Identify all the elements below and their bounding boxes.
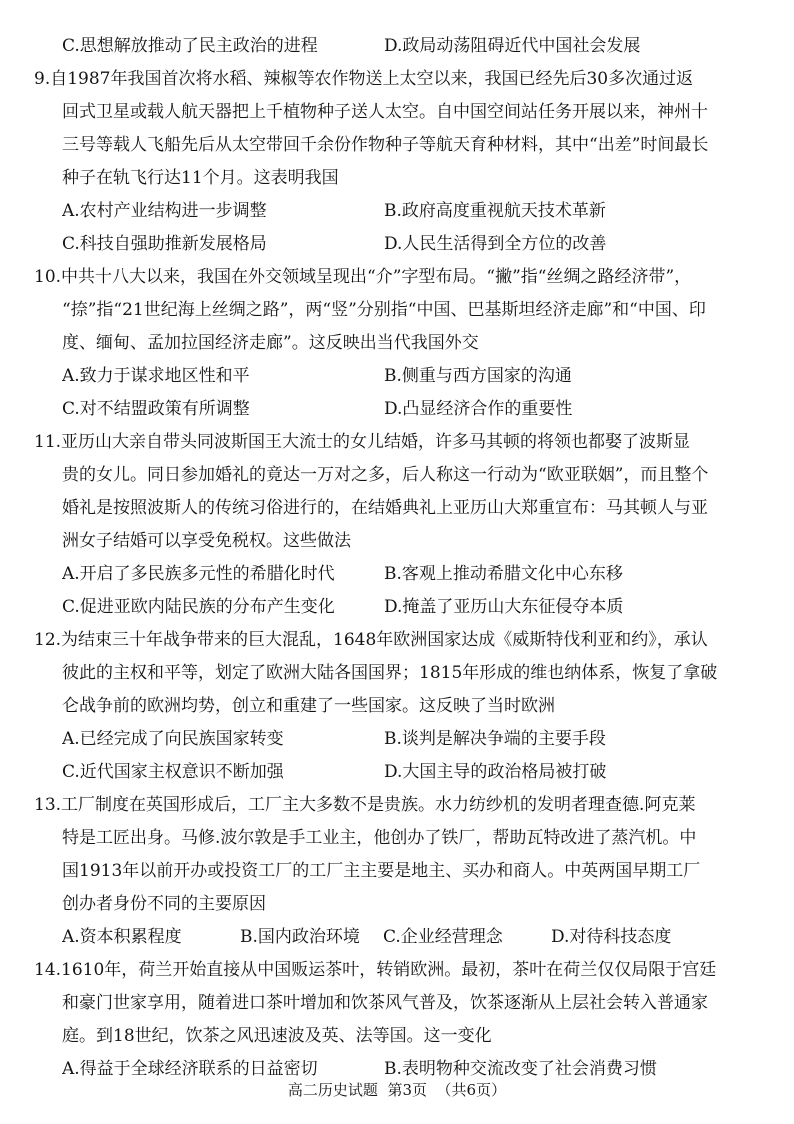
q14-option-b: B.表明物种交流改变了社会消费习惯	[384, 1059, 657, 1079]
q12-option-c: C.近代国家主权意识不断加强	[62, 762, 284, 782]
q11-option-a: A.开启了多民族多元性的希腊化时代	[62, 564, 335, 584]
q12-option-a: A.已经完成了向民族国家转变	[62, 729, 284, 749]
q10-stem-line: 10.中共十八大以来，我国在外交领域呈现出“介”字型布局。“撇”指“丝绸之路经济带”，	[34, 267, 692, 287]
q11-stem-line: 贵的女儿。同日参加婚礼的竟达一万对之多，后人称这一行动为“欧亚联姻”，而且整个	[62, 465, 709, 485]
q9-options-row	[62, 195, 744, 228]
q9-option-d: D.人民生活得到全方位的改善	[384, 234, 607, 254]
q9-stem-line: 回式卫星或载人航天器把上千植物种子送人太空。自中国空间站任务开展以来，神州十	[62, 102, 708, 122]
q10-options-row	[62, 393, 744, 426]
q9-stem-line: 种子在轨飞行达11个月。这表明我国	[62, 168, 339, 188]
q11-stem-line: 洲女子结婚可以享受免税权。这些做法	[62, 531, 351, 551]
q9-option-b: B.政府高度重视航天技术革新	[384, 201, 606, 221]
q9-stem-line: 三号等载人飞船先后从太空带回千余份作物种子等航天育种材料，其中“出差”时间最长	[62, 135, 709, 155]
q11-stem-line: 婚礼是按照波斯人的传统习俗进行的，在结婚典礼上亚历山大郑重宣布：马其顿人与亚	[62, 498, 708, 518]
q10-stem-line: 度、缅甸、孟加拉国经济走廊”。这反映出当代我国外交	[62, 333, 479, 353]
q8-option-c: C.思想解放推动了民主政治的进程	[62, 36, 318, 56]
question-10	[34, 261, 744, 426]
q14-stem-line: 14.1610年，荷兰开始直接从中国贩运茶叶，转销欧洲。最初，茶叶在荷兰仅仅局限于宫廷	[34, 960, 717, 980]
q13-stem-line: 创办者身份不同的主要原因	[62, 894, 266, 914]
question-12	[34, 624, 744, 789]
q13-option-d: D.对待科技态度	[551, 927, 672, 947]
q13-stem-line: 特是工匠出身。马修.波尔敦是手工业主，他创办了铁厂，帮助瓦特改进了蒸汽机。中	[62, 828, 697, 848]
q12-options-row	[62, 756, 744, 789]
q13-stem-line: 13.工厂制度在英国形成后，工厂主大多数不是贵族。水力纺纱机的发明者理查德.阿克莱	[34, 795, 696, 815]
q11-option-d: D.掩盖了亚历山大东征侵夺本质	[384, 597, 624, 617]
q9-stem-line: 9.自1987年我国首次将水稻、辣椒等农作物送上太空以来，我国已经先后30多次通过返	[34, 69, 694, 89]
q11-stem-line: 11.亚历山大亲自带头同波斯国王大流士的女儿结婚，许多马其顿的将领也都娶了波斯显	[34, 432, 691, 452]
question-14	[34, 954, 744, 1086]
q9-option-a: A.农村产业结构进一步调整	[62, 201, 267, 221]
q10-option-d: D.凸显经济合作的重要性	[384, 399, 573, 419]
q8-options	[62, 30, 744, 63]
q12-option-d: D.大国主导的政治格局被打破	[384, 762, 607, 782]
q13-options-row	[62, 921, 744, 954]
q13-option-c: C.企业经营理念	[383, 927, 503, 947]
q13-option-b: B.国内政治环境	[240, 927, 360, 947]
q10-option-c: C.对不结盟政策有所调整	[62, 399, 250, 419]
q9-option-c: C.科技自强助推新发展格局	[62, 234, 267, 254]
q11-option-c: C.促进亚欧内陆民族的分布产生变化	[62, 597, 335, 617]
q12-stem-line: 12.为结束三十年战争带来的巨大混乱，1648年欧洲国家达成《威斯特伐利亚和约》，承认	[34, 630, 708, 650]
page-footer: 高二历史试题 第3页 （共6页）	[287, 1081, 507, 1099]
q12-options-row	[62, 723, 744, 756]
q10-stem-line: “捺”指“21世纪海上丝绸之路”，两“竖”分别指“中国、巴基斯坦经济走廊”和“中国、印	[62, 300, 706, 320]
question-11	[34, 426, 744, 624]
question-9	[34, 63, 744, 261]
q10-option-a: A.致力于谋求地区性和平	[62, 366, 250, 386]
q11-options-row	[62, 558, 744, 591]
q14-option-a: A.得益于全球经济联系的日益密切	[62, 1059, 318, 1079]
q12-stem-line: 彼此的主权和平等，划定了欧洲大陆各国国界；1815年形成的维也纳体系，恢复了拿破	[62, 663, 718, 683]
q10-option-b: B.侧重与西方国家的沟通	[384, 366, 572, 386]
q8-option-d: D.政局动荡阻碍近代中国社会发展	[384, 36, 641, 56]
q11-options-row	[62, 591, 744, 624]
q14-stem-line: 和豪门世家享用，随着进口茶叶增加和饮茶风气普及，饮茶逐渐从上层社会转入普通家	[62, 993, 708, 1013]
q12-option-b: B.谈判是解决争端的主要手段	[384, 729, 606, 749]
q14-stem-line: 庭。到18世纪，饮茶之风迅速波及英、法等国。这一变化	[62, 1026, 492, 1046]
q13-option-a: A.资本积累程度	[62, 927, 182, 947]
q10-options-row	[62, 360, 744, 393]
q9-options-row	[62, 228, 744, 261]
q13-stem-line: 国1913年以前开办或投资工厂的工厂主主要是地主、买办和商人。中英两国早期工厂	[62, 861, 701, 881]
q11-option-b: B.客观上推动希腊文化中心东移	[384, 564, 623, 584]
q12-stem-line: 仑战争前的欧洲均势，创立和重建了一些国家。这反映了当时欧洲	[62, 696, 555, 716]
question-13	[34, 789, 744, 954]
